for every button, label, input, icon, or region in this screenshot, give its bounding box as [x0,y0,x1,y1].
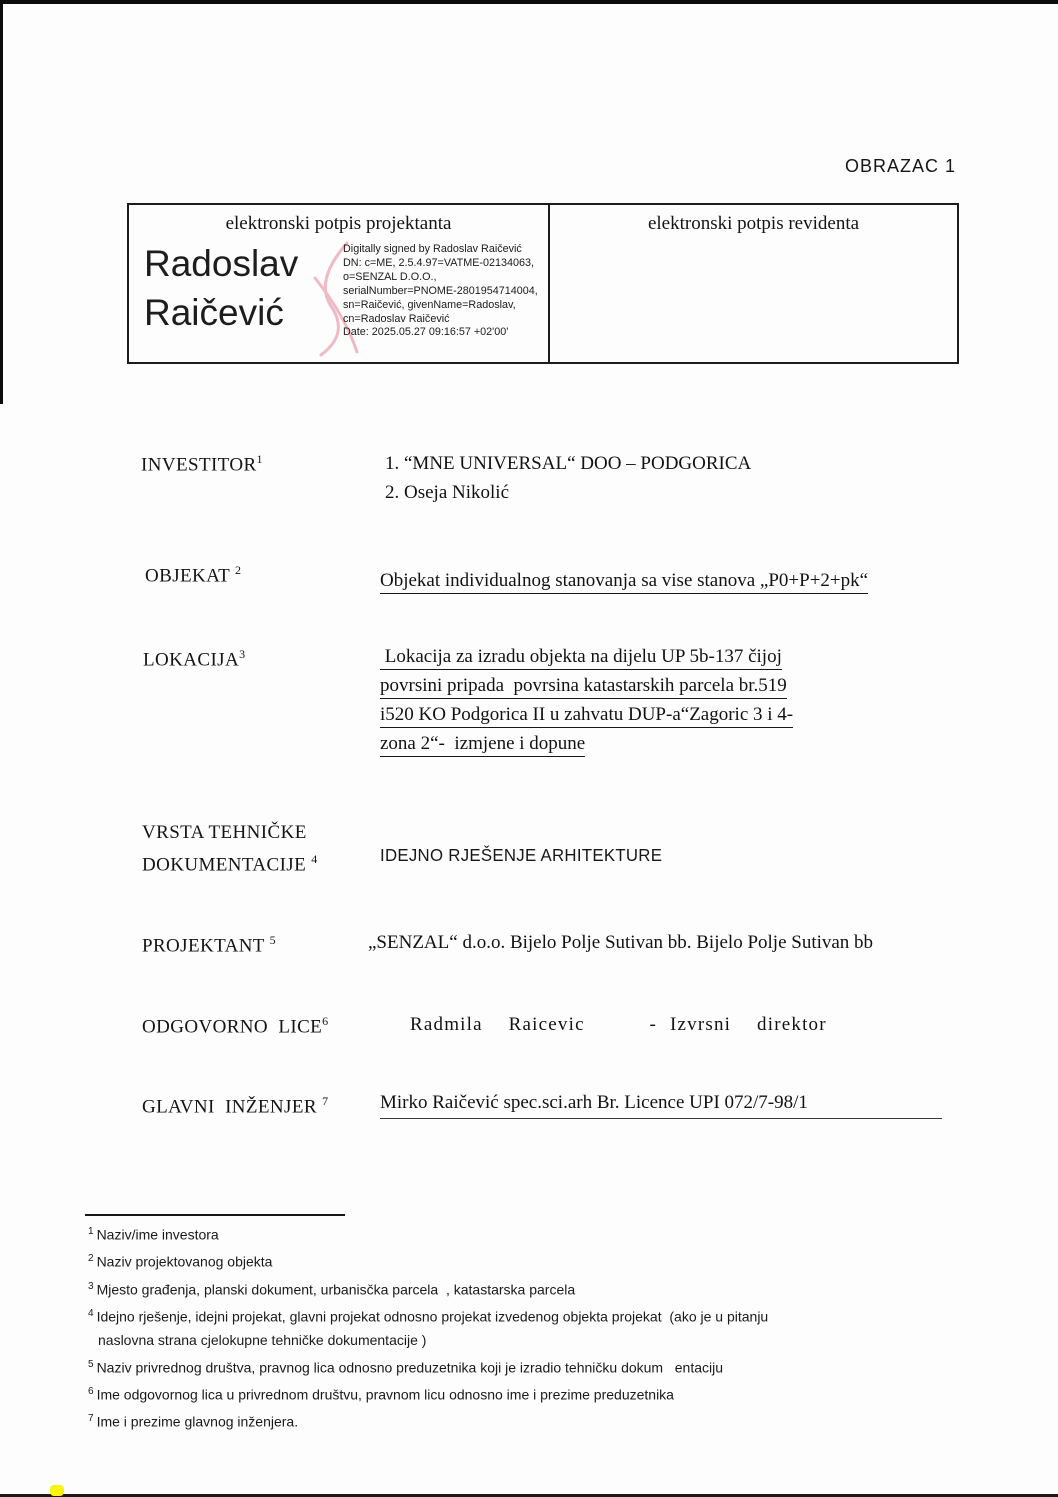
footnote-4: $^4$ Idejno rješenje, idejni projekat, glavni projekat odnosno projekat izvedenog objekta projekat (ako je u pitanju [88,1307,769,1325]
value-lokacija [380,646,860,762]
sig-detail-line: cn=Radoslav Raičević [343,312,450,325]
digital-signature-details [343,243,543,340]
label-vrsta-dokumentacije [142,820,318,878]
label-lokacija: LOKACIJA$^3$ [143,647,246,671]
form-number-label: OBRAZAC 1 [845,156,957,176]
signature-header-projektant: elektronski potpis projektanta [225,213,452,234]
footnotes-block [88,1220,988,1434]
value-glavni-inzenjer-wrap [380,1092,942,1119]
value-investitor [385,449,751,507]
sig-detail-line: sn=Raičević, givenName=Radoslav, [343,298,516,311]
sig-detail-line: o=SENZAL D.O.O., [343,270,437,283]
footnote-ref-6: 6 [322,1014,329,1028]
lokacija-line-3: i520 KO Podgorica II u zahvatu DUP-a“Zagoric 3 i 4- [380,704,793,728]
footnote-1: $^1$ Naziv/ime investora [88,1226,219,1243]
label-objekat: OBJEKAT $^2$ [145,563,242,587]
footnote-2: $^2$ Naziv projektovanog objekta [88,1253,273,1270]
signer-name-line2: Raičević [144,292,284,333]
sig-detail-line: serialNumber=PNOME-2801954714004, [343,284,538,297]
yellow-highlight-mark [50,1485,64,1496]
label-glavni-inzenjer: GLAVNI INŽENJER $^7$ [142,1094,329,1118]
vrsta-label-line1: VRSTA TEHNIČKE [142,822,307,843]
lokacija-line-4: zona 2“- izmjene i dopune [380,733,585,757]
vrsta-label-line2: DOKUMENTACIJE $^4$ [142,852,318,876]
footnote-3: $^3$ Mjesto građenja, planski dokument, urbanisčka parcela , katastarska parcela [88,1280,576,1298]
label-investitor: INVESTITOR$^1$ [141,452,263,476]
footnote-ref-2: 2 [234,563,242,577]
digital-signature-name [144,239,298,337]
label-odgovorno-lice: ODGOVORNO LICE$^6$ [142,1014,329,1038]
sig-detail-line: Date: 2025.05.27 09:16:57 +02'00' [343,326,509,339]
investitor-line-2: 2. Oseja Nikolić [385,482,510,503]
signer-name-line1: Radoslav [144,243,299,284]
value-odgovorno-lice: Radmila Raicevic - Izvrsni direktor [410,1014,827,1035]
footnote-ref-1: 1 [256,452,263,466]
scan-edge-left [0,0,3,404]
signature-cell-projektant [129,205,548,362]
label-projektant: PROJEKTANT $^5$ [142,933,277,957]
footnote-6: $^6$ Ime odgovornog lica u privrednom društvu, pravnom licu odnosno ime i prezime preduzetnika [88,1385,674,1403]
footnote-ref-5: 5 [269,933,277,947]
value-objekat [380,570,868,592]
footnote-ref-3: 3 [239,647,246,661]
lokacija-line-1: Lokacija za izradu objekta na dijelu UP 5b-137 čijoj [380,646,782,670]
lokacija-line-2: povrsini pripada povrsina katastarskih parcela br.519 [380,675,787,699]
sig-detail-line: Digitally signed by Radoslav Raičević [343,243,522,255]
sig-detail-line: DN: c=ME, 2.5.4.97=VATME-02134063, [343,256,535,269]
footnote-ref-7: 7 [322,1094,329,1108]
signature-cell-revident [548,205,957,362]
footnote-5: $^5$ Naziv privrednog društva, pravnog lica odnosno preduzetnika koji je izradio tehničku dokum entaciju [88,1358,724,1376]
value-vrsta-dokumentacije: IDEJNO RJEŠENJE ARHITEKTURE [380,845,663,865]
signature-table [127,203,959,364]
signature-header-revident: elektronski potpis revidenta [647,213,860,234]
footnote-ref-4: 4 [311,852,318,866]
objekat-text: Objekat individualnog stanovanja sa vise stanova „P0+P+2+pk“ [380,570,868,594]
value-projektant: „SENZAL“ d.o.o. Bijelo Polje Sutivan bb. Bijelo Polje Sutivan bb [368,932,874,953]
investitor-line-1: 1. “MNE UNIVERSAL“ DOO – PODGORICA [385,453,752,474]
value-glavni-inzenjer: Mirko Raičević spec.sci.arh Br. Licence UPI 072/7-98/1 [380,1092,808,1113]
scan-edge-top [0,0,1058,4]
footnote-4-continuation: naslovna strana cjelokupne tehničke dokumentacije ) [98,1332,427,1348]
footnote-separator [85,1214,345,1216]
footnote-7: $^7$ Ime i prezime glavnog inženjera. [88,1413,299,1430]
